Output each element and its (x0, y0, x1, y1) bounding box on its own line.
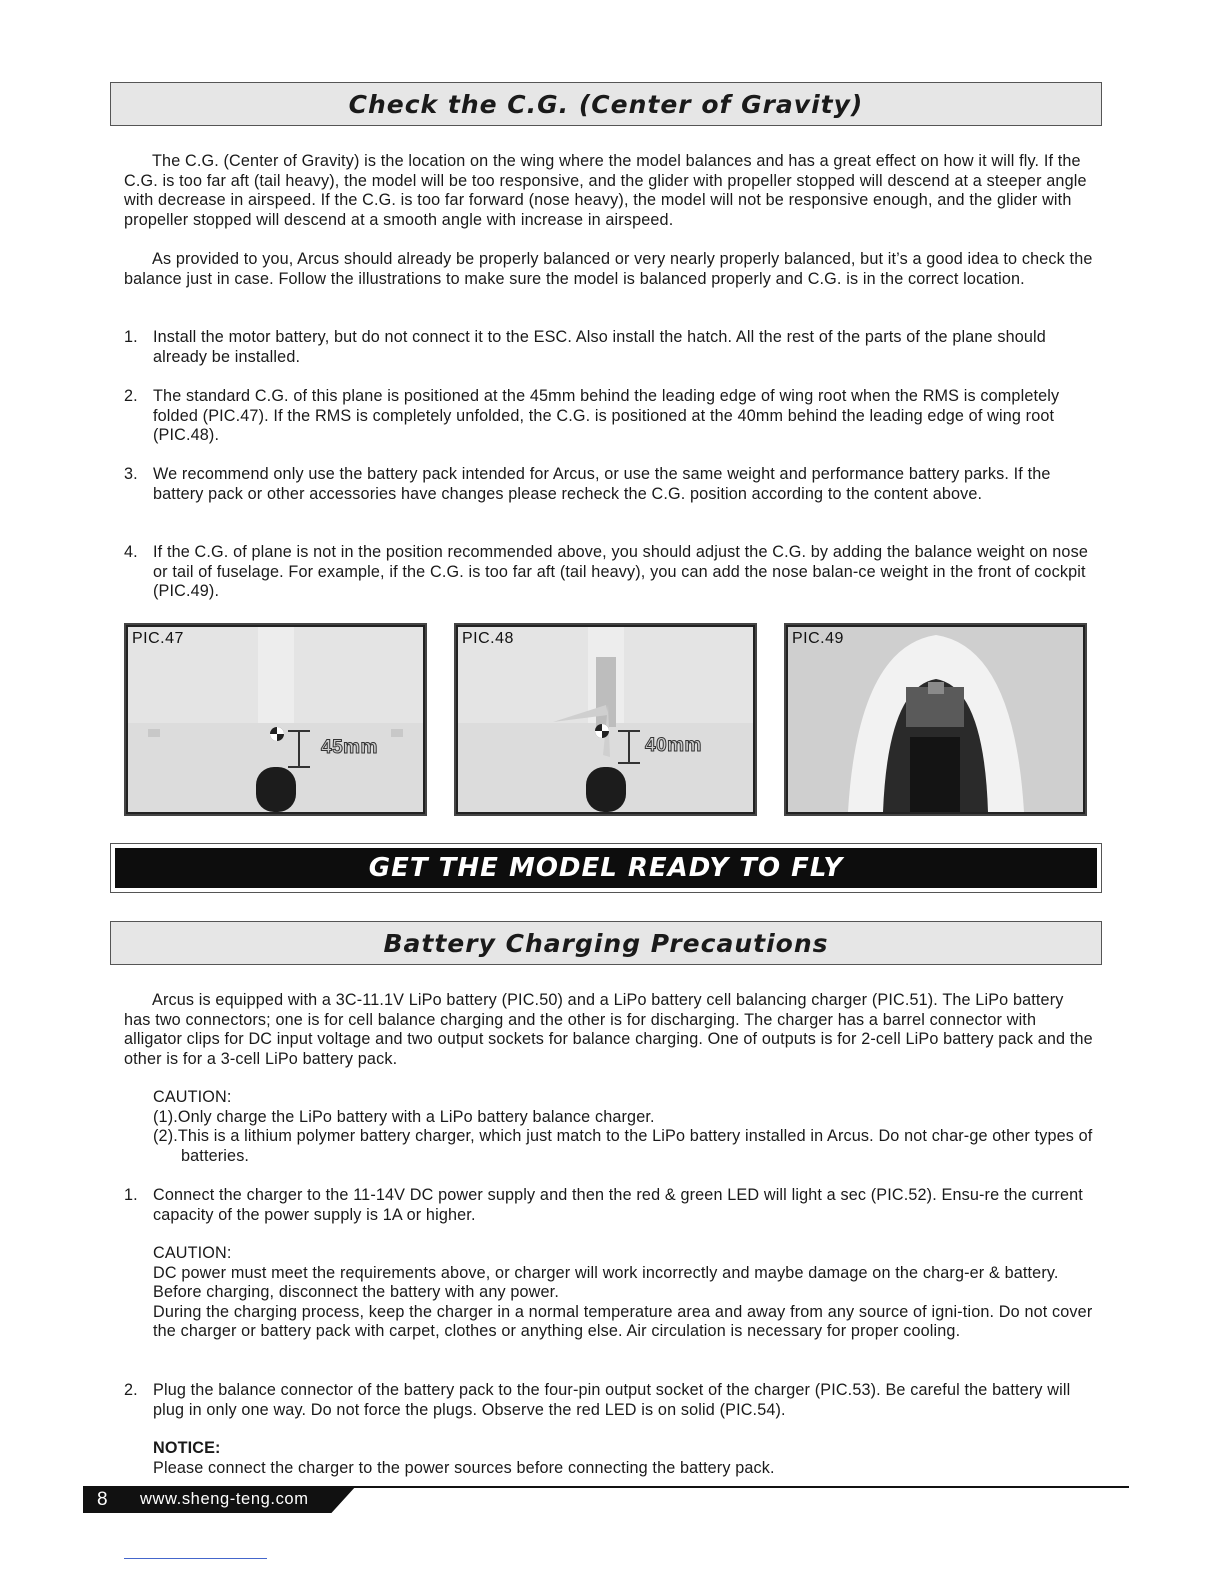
cg-section-heading (110, 82, 1102, 126)
pic-label: PIC.47 (132, 630, 184, 647)
step-text: Connect the charger to the 11-14V DC power supply and then the red & green LED will light a sec (PIC.52). Ensu-re the current capacity of the power supply is 1A or higher. (153, 1186, 1083, 1224)
cockpit-nose-illustration (788, 627, 1083, 812)
caution-block-2 (153, 1244, 1098, 1342)
caution-item-1: (1).Only charge the LiPo battery with a LiPo battery balance charger. (153, 1107, 655, 1126)
charging-step-1 (124, 1186, 1099, 1225)
cg-measurement-label: 40mm (645, 735, 702, 756)
step-number: 2. (124, 387, 138, 405)
notice-title: NOTICE: (153, 1439, 221, 1457)
charging-step-2 (124, 1381, 1099, 1420)
step-text: Plug the balance connector of the battery pack to the four-pin output socket of the charger (PIC.53). Be careful the battery will plug in only one way. Do not force the plugs. Observe the red LED is on solid (PIC.54). (153, 1381, 1071, 1419)
pic-label: PIC.48 (462, 630, 514, 647)
ready-to-fly-banner (110, 843, 1102, 893)
caution-title: CAUTION: (153, 1088, 232, 1106)
battery-section-heading (110, 921, 1102, 965)
caution-title: CAUTION: (153, 1244, 232, 1262)
cg-step-4 (124, 543, 1099, 602)
folded-propeller-illustration (458, 627, 753, 812)
decorative-underline (124, 1558, 267, 1559)
footer-website-link[interactable]: www.sheng-teng.com (140, 1490, 309, 1508)
wing-root-illustration (128, 627, 423, 812)
battery-intro-paragraph: Arcus is equipped with a 3C-11.1V LiPo battery (PIC.50) and a LiPo battery cell balancing charger (PIC.51). The LiPo battery has two connectors; one is for cell balance charging and the other is for discharging. The charger has a barrel connector with alligator clips for DC input voltage and two output sockets for balance charging. One of outputs is for 2-cell LiPo battery pack and the other is for a 3-cell LiPo battery pack. (124, 991, 1093, 1068)
cg-intro-paragraph-2: As provided to you, Arcus should already be properly balanced or very nearly properly balanced, but it’s a good idea to check the balance just in case. Follow the illustrations to make sure the model is balanced properly and C.G. is in the correct location. (124, 250, 1093, 288)
caution-paragraph-1: DC power must meet the requirements above, or charger will work incorrectly and maybe damage on the charg-er & battery. Before charging, disconnect the battery with any power. (153, 1263, 1059, 1301)
step-text: We recommend only use the battery pack intended for Arcus, or use the same weight and performance battery parks. If the battery pack or other accessories have changes please recheck the C.G. position according to the content above. (153, 465, 1051, 503)
page-number: 8 (97, 1489, 108, 1510)
notice-text: Please connect the charger to the power sources before connecting the battery pack. (153, 1458, 775, 1477)
step-number: 1. (124, 1186, 138, 1204)
battery-section-title: Battery Charging Precautions (383, 928, 829, 958)
step-text: The standard C.G. of this plane is positioned at the 45mm behind the leading edge of wing root when the RMS is completely folded (PIC.47). If the RMS is completely unfolded, the C.G. is positioned at the 40mm behind the leading edge of wing root (PIC.48). (153, 387, 1060, 444)
cg-section-title: Check the C.G. (Center of Gravity) (348, 89, 864, 119)
caution-paragraph-2: During the charging process, keep the charger in a normal temperature area and away from any source of igni-tion. Do not cover the charger or battery pack with carpet, clothes or anything else. Air circulation is necessary for proper cooling. (153, 1302, 1093, 1340)
ready-to-fly-title: GET THE MODEL READY TO FLY (368, 853, 844, 883)
cg-step-3 (124, 465, 1099, 504)
step-text: Install the motor battery, but do not connect it to the ESC. Also install the hatch. All the rest of the parts of the plane should already be installed. (153, 328, 1046, 366)
pic-49-photo (784, 623, 1087, 816)
caution-block-1 (153, 1088, 1098, 1166)
cg-measurement-label: 45mm (321, 737, 378, 758)
pic-48-photo (454, 623, 757, 816)
notice-block (153, 1439, 1098, 1478)
pic-label: PIC.49 (792, 630, 844, 647)
cg-step-1 (124, 328, 1099, 367)
cg-intro-paragraph-1: The C.G. (Center of Gravity) is the location on the wing where the model balances and has a great effect on how it will fly. If the C.G. is too far aft (tail heavy), the model will be too responsive, and the glider with propeller stopped will descend at a steeper angle with decrease in airspeed. If the C.G. is too far forward (nose heavy), the model will not be responsive enough, and the glider with propeller stopped will descend at a smooth angle with increase in airspeed. (124, 152, 1087, 229)
step-text: If the C.G. of plane is not in the position recommended above, you should adjust the C.G. by adding the balance weight on nose or tail of fuselage. For example, if the C.G. is too far aft (tail heavy), you can add the nose balan-ce weight in the front of cockpit (PIC.49). (153, 543, 1088, 600)
step-number: 3. (124, 465, 138, 483)
pic-47-photo (124, 623, 427, 816)
step-number: 4. (124, 543, 138, 561)
caution-item-2: (2).This is a lithium polymer battery charger, which just match to the LiPo battery installed in Arcus. Do not char-ge other types of batteries. (153, 1127, 1093, 1165)
cg-step-2 (124, 387, 1099, 446)
step-number: 2. (124, 1381, 138, 1399)
step-number: 1. (124, 328, 138, 346)
